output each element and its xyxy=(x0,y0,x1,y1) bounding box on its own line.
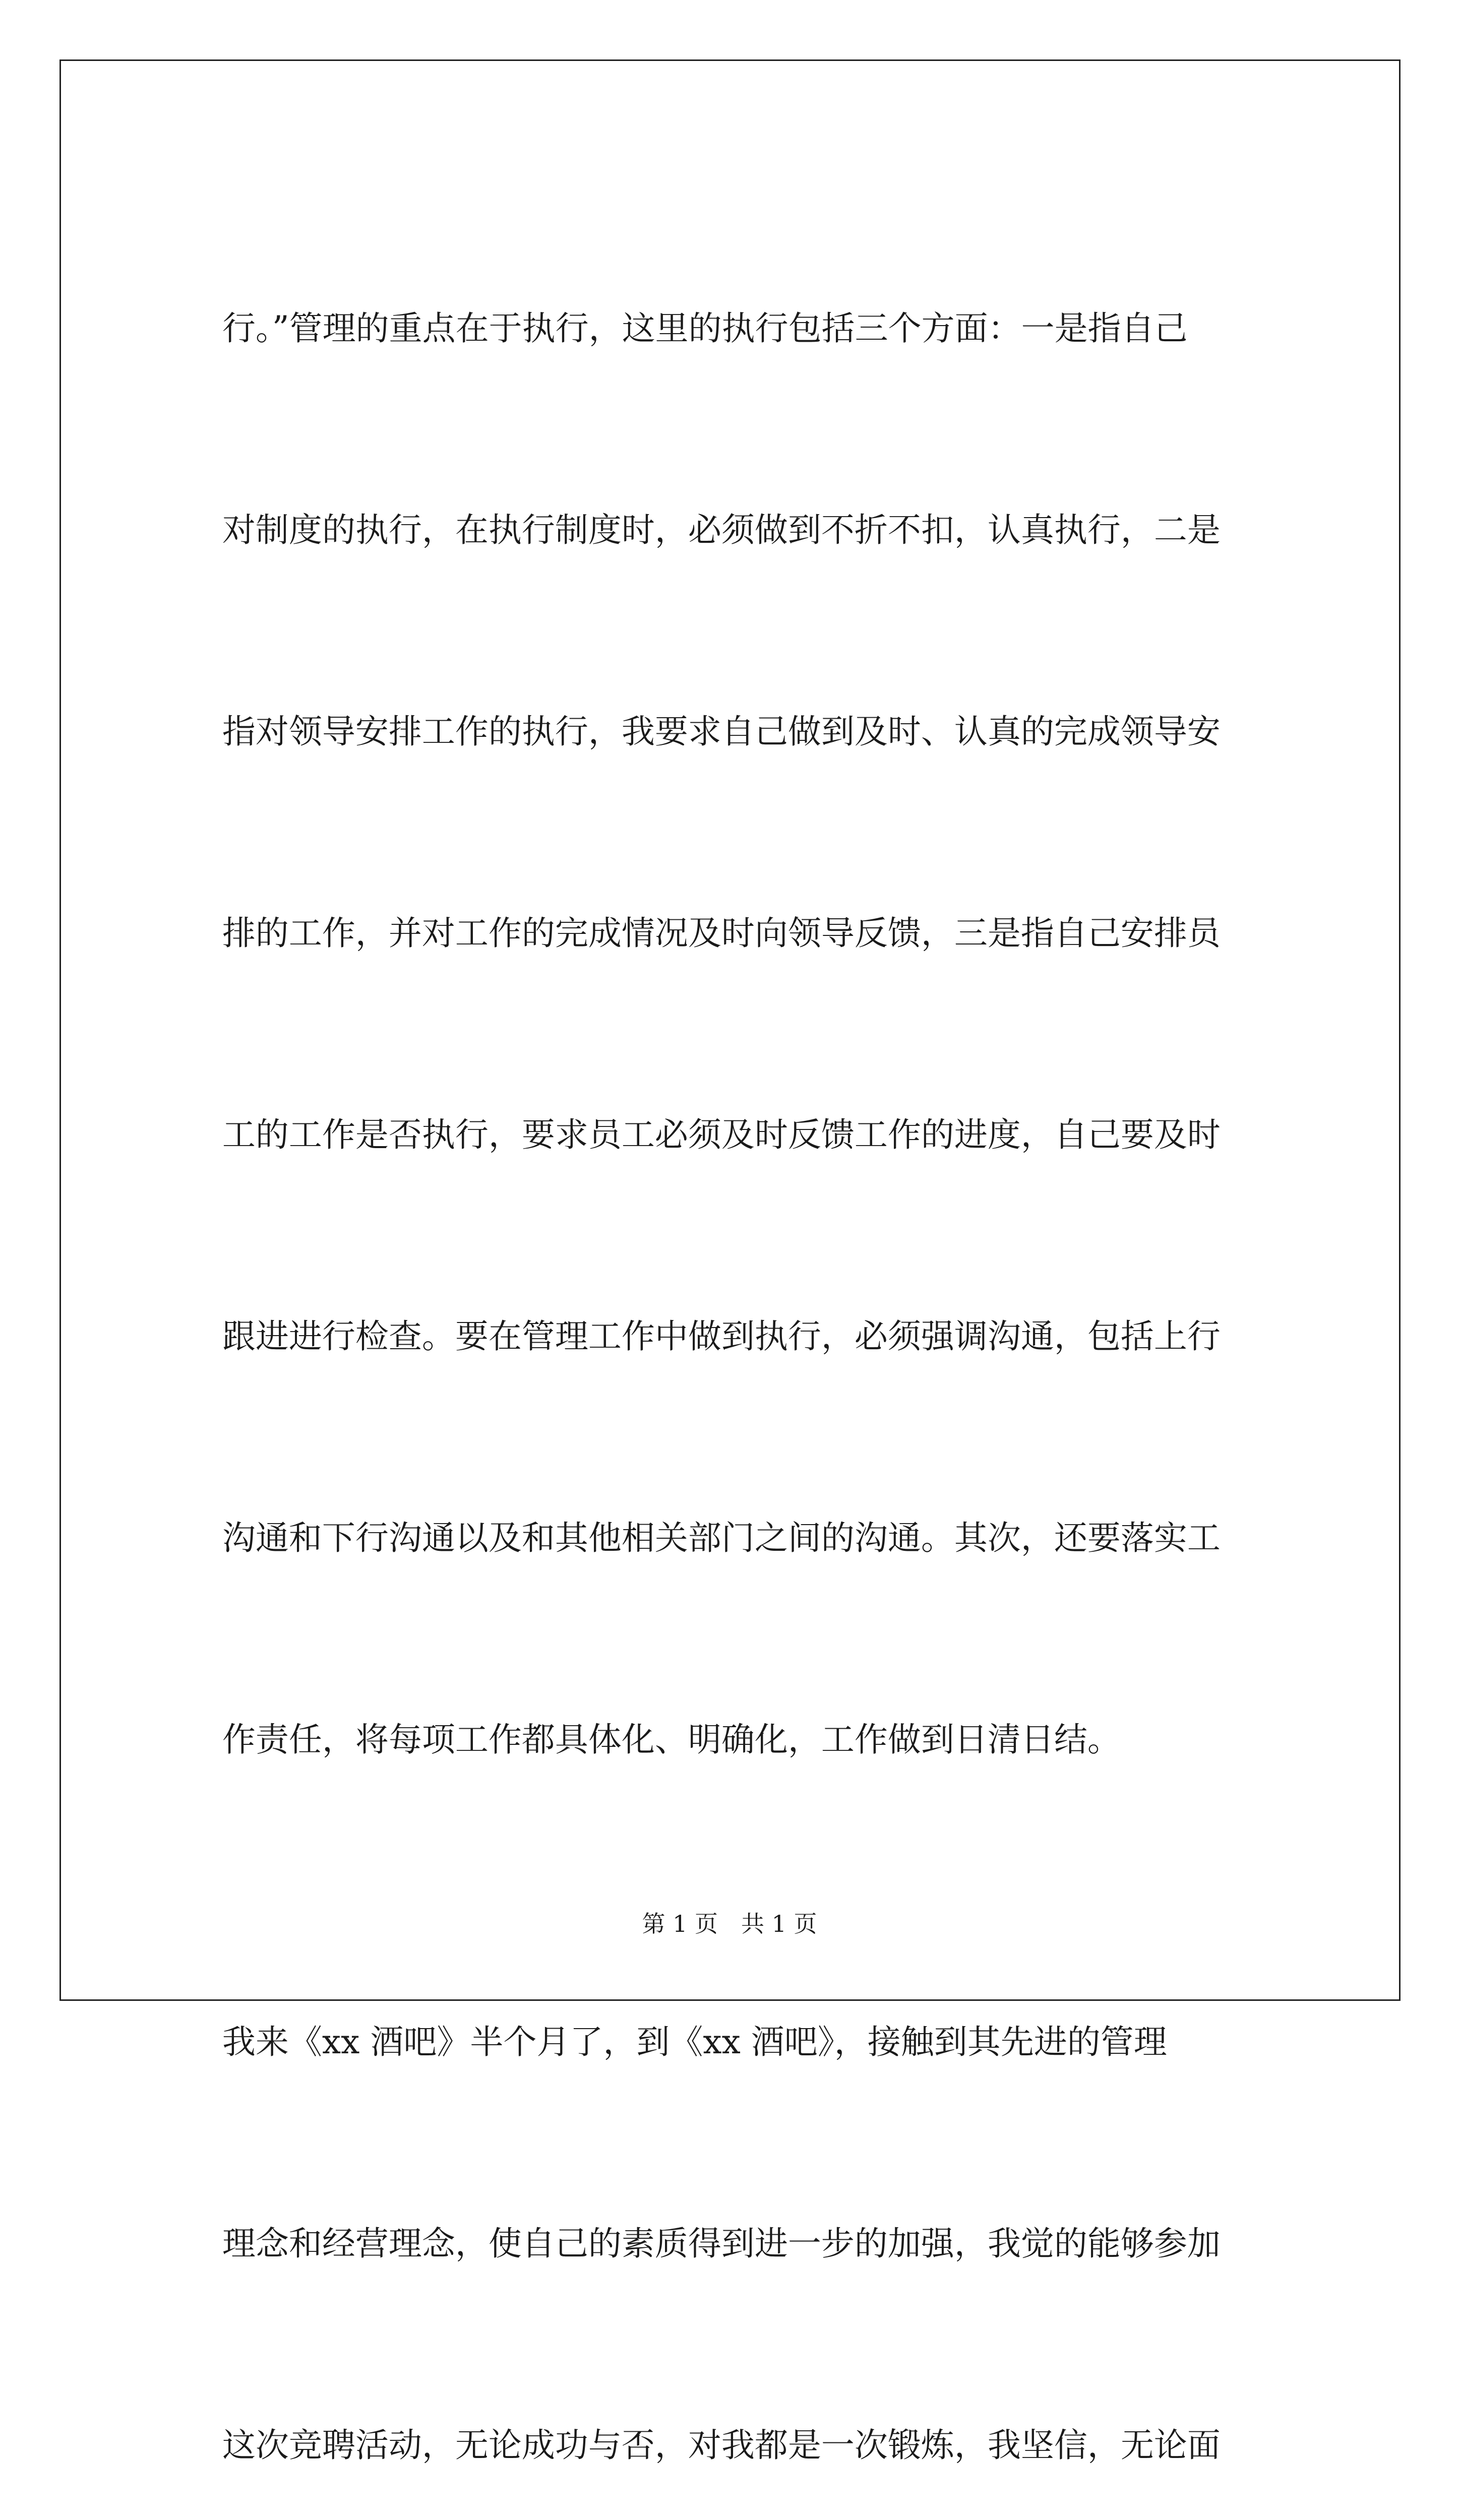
page-number-footer: 第 1 页 共 1 页 xyxy=(642,1910,817,1937)
text-line: 我来《xx 酒吧》半个月了，到《xx 酒吧》，接触到其先进的管理 xyxy=(222,2023,1167,2061)
text-line: 指对领导安排工作的执行，我要求自己做到及时、认真的完成领导安 xyxy=(222,712,1221,751)
text-line: 沟通和下行沟通以及和其他相关部门之间的沟通。其次，还要落实工 xyxy=(222,1519,1221,1557)
paragraph-experience xyxy=(180,1891,1289,2520)
text-line: 行。”管理的重点在于执行，这里的执行包括三个方面：一是指自己 xyxy=(222,309,1188,348)
text-line: 对制度的执行，在执行制度时，必须做到不折不扣，认真执行，二是 xyxy=(222,511,1221,549)
text-line: 作责任，将每项工作都具体化、明确化，工作做到日清日结。 xyxy=(222,1720,1121,1759)
document-body xyxy=(180,177,1289,2520)
text-line: 排的工作，并对工作的完成情况及时向领导反馈，三是指自己安排员 xyxy=(222,914,1221,953)
text-line: 跟进进行检查。要在管理工作中做到执行，必须强调沟通，包括上行 xyxy=(222,1317,1221,1356)
text-line: 工的工作是否执行，要求员工必须及时反馈工作的进度，自己要及时 xyxy=(222,1115,1221,1154)
text-line: 理念和经营理念，使自己的素质得到进一步的加强，我觉的能够参加 xyxy=(222,2224,1221,2263)
paragraph-execution xyxy=(180,177,1289,1891)
text-line: 这次竞聘活动，无论成功与否，对我都是一次锻炼，我坚信，无论面 xyxy=(222,2426,1221,2465)
